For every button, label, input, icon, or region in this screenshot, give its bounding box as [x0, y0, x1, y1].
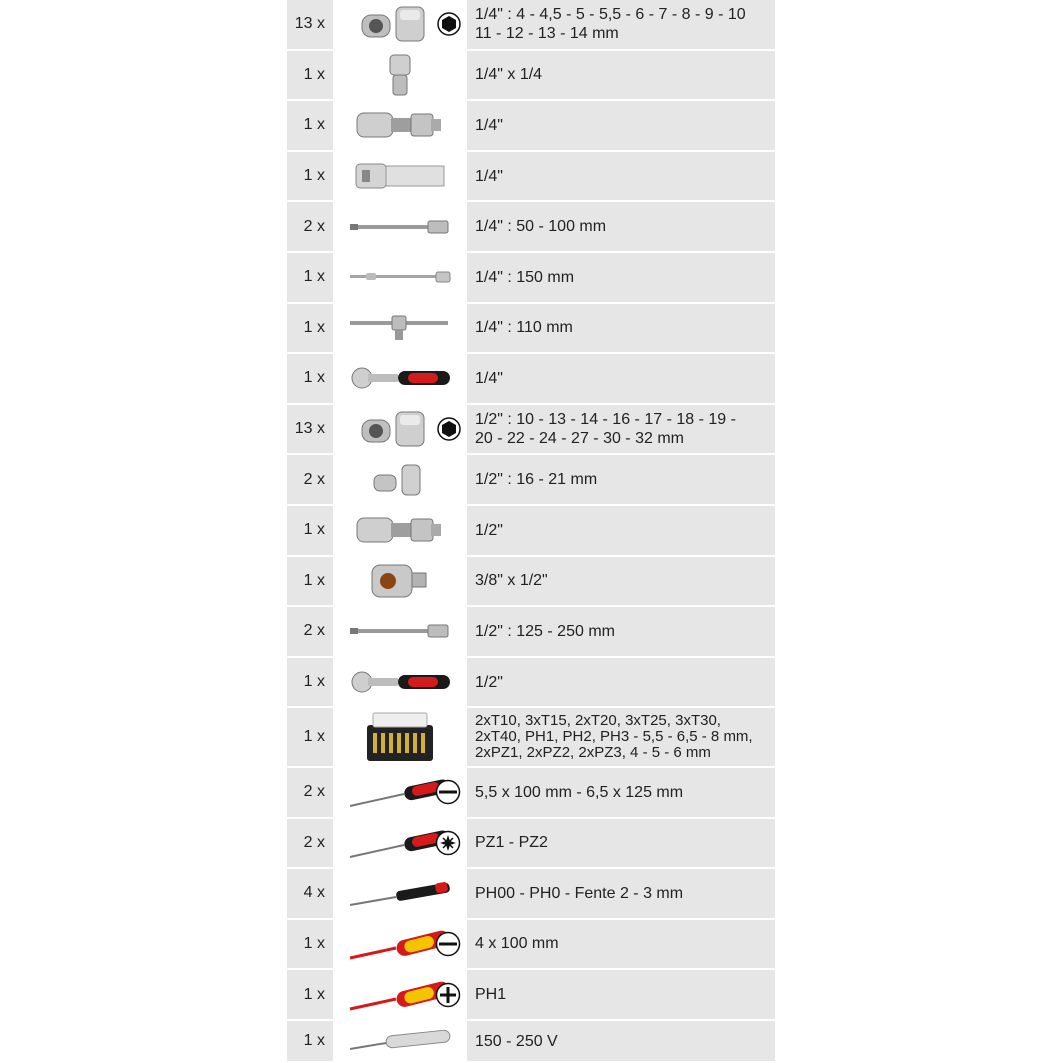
item-image-cell — [335, 202, 467, 251]
flexible-extension-icon — [348, 269, 452, 285]
description-cell: 1/2" : 16 - 21 mm — [467, 455, 775, 504]
table-row — [287, 304, 775, 355]
table-row — [287, 1021, 775, 1063]
sliding-t-bar-icon — [352, 161, 448, 191]
table-row — [287, 970, 775, 1021]
quantity-cell: 1 x — [287, 51, 335, 100]
table-row — [287, 869, 775, 920]
quantity-cell: 2 x — [287, 819, 335, 868]
quantity-cell: 2 x — [287, 455, 335, 504]
quantity-cell: 1 x — [287, 253, 335, 302]
description-cell: 150 - 250 V — [467, 1021, 775, 1062]
hex-symbol-icon — [437, 12, 461, 36]
quantity-cell: 2 x — [287, 607, 335, 656]
description-cell: 1/4" : 150 mm — [467, 253, 775, 302]
description-cell: 1/2" — [467, 658, 775, 707]
quantity-cell: 13 x — [287, 0, 335, 49]
description-cell: 1/4" — [467, 152, 775, 201]
voltage-tester-icon — [346, 1027, 454, 1055]
description-cell: 4 x 100 mm — [467, 920, 775, 969]
item-image-cell — [335, 304, 467, 353]
item-image-cell — [335, 920, 467, 969]
description-cell: 1/2" — [467, 506, 775, 555]
item-image-cell — [335, 708, 467, 766]
item-image-cell — [335, 607, 467, 656]
item-image-cell — [335, 658, 467, 707]
quantity-cell: 2 x — [287, 202, 335, 251]
reducer-adapter-icon — [370, 561, 430, 601]
universal-joint-icon — [355, 108, 445, 142]
table-row — [287, 607, 775, 658]
quantity-cell: 13 x — [287, 405, 335, 454]
deep-socket-icon — [370, 463, 430, 497]
quantity-cell: 1 x — [287, 557, 335, 606]
table-row — [287, 920, 775, 971]
table-row — [287, 101, 775, 152]
item-image-cell — [335, 405, 467, 454]
item-image-cell — [335, 0, 467, 49]
description-cell: PH00 - PH0 - Fente 2 - 3 mm — [467, 869, 775, 918]
item-image-cell — [335, 819, 467, 868]
quantity-cell: 1 x — [287, 354, 335, 403]
table-row — [287, 557, 775, 608]
quantity-cell: 2 x — [287, 768, 335, 817]
table-row — [287, 819, 775, 870]
table-row — [287, 51, 775, 102]
table-row — [287, 253, 775, 304]
extension-bar-icon — [348, 623, 452, 639]
description-cell: PZ1 - PZ2 — [467, 819, 775, 868]
precision-screwdriver-icon — [346, 875, 454, 911]
item-image-cell — [335, 1021, 467, 1062]
table-row — [287, 455, 775, 506]
quantity-cell: 4 x — [287, 869, 335, 918]
table-row — [287, 202, 775, 253]
description-cell: 1/2" : 10 - 13 - 14 - 16 - 17 - 18 - 19 - 20 - 22 - 24 - 27 - 30 - 32 mm — [467, 405, 775, 454]
quantity-cell: 1 x — [287, 152, 335, 201]
item-image-cell — [335, 768, 467, 817]
socket-set-icon — [360, 407, 440, 451]
socket-set-icon — [360, 2, 440, 46]
item-image-cell — [335, 51, 467, 100]
table-row — [287, 354, 775, 405]
slot-symbol-icon — [435, 779, 461, 805]
quantity-cell: 1 x — [287, 1021, 335, 1062]
description-cell: PH1 — [467, 970, 775, 1019]
quantity-cell: 1 x — [287, 658, 335, 707]
quantity-cell: 1 x — [287, 506, 335, 555]
description-cell: 1/4" — [467, 101, 775, 150]
item-image-cell — [335, 869, 467, 918]
phillips-symbol-icon — [435, 982, 461, 1008]
quantity-cell: 1 x — [287, 101, 335, 150]
adapter-socket-icon — [385, 53, 415, 97]
table-row — [287, 768, 775, 819]
t-handle-icon — [348, 313, 452, 343]
quantity-cell: 1 x — [287, 920, 335, 969]
description-cell: 2xT10, 3xT15, 2xT20, 3xT25, 3xT30, 2xT40, PH1, PH2, PH3 - 5,5 - 6,5 - 8 mm, 2xPZ1, 2xPZ2, 2xPZ3, 4 - 5 - 6 mm — [467, 708, 775, 766]
item-image-cell — [335, 253, 467, 302]
table-row — [287, 0, 775, 51]
parts-table — [287, 0, 775, 1063]
slot-symbol-icon — [435, 931, 461, 957]
item-image-cell — [335, 354, 467, 403]
item-image-cell — [335, 506, 467, 555]
extension-bar-icon — [348, 219, 452, 235]
table-row — [287, 405, 775, 456]
quantity-cell: 1 x — [287, 970, 335, 1019]
item-image-cell — [335, 970, 467, 1019]
quantity-cell: 1 x — [287, 708, 335, 766]
item-image-cell — [335, 101, 467, 150]
description-cell: 5,5 x 100 mm - 6,5 x 125 mm — [467, 768, 775, 817]
item-image-cell — [335, 455, 467, 504]
description-cell: 1/2" : 125 - 250 mm — [467, 607, 775, 656]
description-cell: 1/4" — [467, 354, 775, 403]
ratchet-icon — [348, 366, 452, 390]
table-row — [287, 658, 775, 709]
description-cell: 1/4" : 50 - 100 mm — [467, 202, 775, 251]
table-row — [287, 506, 775, 557]
description-cell: 1/4" x 1/4 — [467, 51, 775, 100]
hex-symbol-icon — [437, 417, 461, 441]
quantity-cell: 1 x — [287, 304, 335, 353]
bit-box-icon — [365, 711, 435, 763]
ratchet-icon — [348, 670, 452, 694]
pozi-symbol-icon — [435, 830, 461, 856]
description-cell: 3/8" x 1/2" — [467, 557, 775, 606]
table-row — [287, 708, 775, 768]
description-cell: 1/4" : 110 mm — [467, 304, 775, 353]
item-image-cell — [335, 152, 467, 201]
table-row — [287, 152, 775, 203]
description-cell: 1/4" : 4 - 4,5 - 5 - 5,5 - 6 - 7 - 8 - 9 - 10 11 - 12 - 13 - 14 mm — [467, 0, 775, 49]
universal-joint-icon — [355, 513, 445, 547]
item-image-cell — [335, 557, 467, 606]
